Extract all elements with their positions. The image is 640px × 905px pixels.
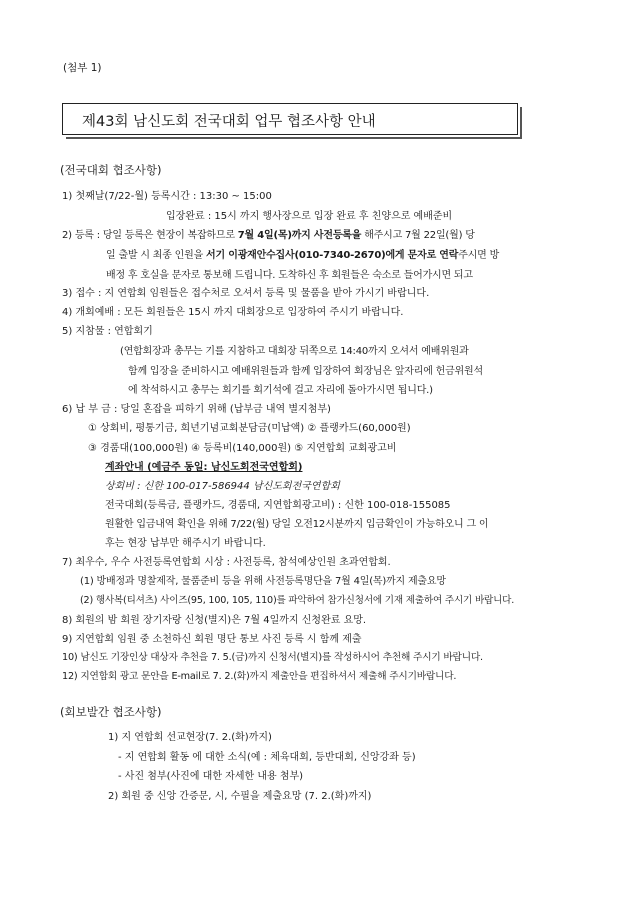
item-1-line-1: 1) 첫째날(7/22-월) 등록시간 : 13:30 ~ 15:00 [62, 191, 272, 202]
item-2-text-a: 2) 등록 : 당일 등록은 현장이 복잡하므로 [62, 230, 238, 241]
item-7-line-1: 7) 최우수, 우수 사전등록연합회 시상 : 사전등록, 참석예상인원 초과연합회. [62, 557, 391, 568]
newsletter-sub-1: - 지 연합회 활동 에 대한 소식(예 : 체육대회, 등반대회, 신앙강좌 등) [118, 752, 416, 763]
item-2-text-d: 일 출발 시 최종 인원을 [106, 250, 207, 261]
item-2-text-e: 서기 이광재안수집사(010-7340-2670)에게 문자로 연락 [206, 250, 459, 261]
item-6-line-2: ① 상회비, 평통기금, 희년기념교회분담금(미납액) ② 플랭카드(60,000원) [88, 423, 411, 434]
item-2-text-c: 해주시고 7월 22일(월) 당 [361, 230, 475, 241]
item-2-text-f: 주시면 방 [458, 250, 500, 261]
item-5-line-2: (연합회장과 총무는 기를 지참하고 대회장 뒤쪽으로 14:40까지 오셔서 예배위원과 [120, 346, 469, 357]
account-info-heading: 계좌안내 (예금주 동일: 남신도회전국연합회) [105, 462, 303, 473]
item-12: 12) 지연합회 광고 문안을 E-mail로 7. 2.(화)까지 제출안을 편집하셔서 제출해 주시기바랍니다. [62, 671, 457, 682]
item-2-line-1 [62, 226, 475, 241]
item-7-line-3: (2) 행사복(티셔츠) 사이즈(95, 100, 105, 110)를 파악하여 참가신청서에 기재 제출하여 주시기 바랍니다. [80, 595, 515, 606]
item-10: 10) 남신도 기장인상 대상자 추천을 7. 5.(금)까지 신청서(별지)를 작성하시어 추천해 주시기 바랍니다. [62, 652, 483, 663]
item-6-line-8: 후는 현장 납부만 해주시기 바랍니다. [105, 538, 266, 549]
item-3: 3) 접수 : 지 연합회 임원들은 접수처로 오셔서 등록 및 물품을 받아 가시기 바랍니다. [62, 288, 430, 299]
item-6-line-1: 6) 납 부 금 : 당일 혼잡을 피하기 위해 (납부금 내역 별지첨부) [62, 404, 331, 415]
item-5-line-1: 5) 지참물 : 연합회기 [62, 326, 153, 337]
item-6-line-3: ③ 경품대(100,000원) ④ 등록비(140,000원) ⑤ 지연합회 교회광고비 [88, 443, 397, 454]
attachment-label: (첨부 1) [63, 62, 102, 74]
item-4: 4) 개회예배 : 모든 회원들은 15시 까지 대회장으로 입장하여 주시기 바랍니다. [62, 307, 404, 318]
account-info-line-1: 상회비 : 신한 100-017-586944 남신도회전국연합회 [105, 481, 340, 492]
item-7-line-2: (1) 방배정과 명찰제작, 물품준비 등을 위해 사전등록명단을 7월 4일(목)까지 제출요망 [80, 576, 446, 587]
item-2-line-3: 배정 후 호실을 문자로 통보해 드립니다. 도착하신 후 회원들은 숙소로 들어가시면 되고 [106, 270, 473, 281]
item-9: 9) 지연합회 임원 중 소천하신 회원 명단 통보 사진 등록 시 함께 제출 [62, 634, 362, 645]
item-5-line-3: 함께 입장을 준비하시고 예배위원들과 함께 입장하여 회장님은 앞자리에 헌금위원석 [128, 366, 483, 377]
item-2-line-2 [106, 246, 499, 261]
newsletter-sub-2: - 사진 첨부(사진에 대한 자세한 내용 첨부) [118, 771, 304, 782]
section-heading-newsletter: (회보발간 협조사항) [60, 705, 162, 719]
newsletter-item-1: 1) 지 연합회 선교현장(7. 2.(화)까지) [108, 732, 272, 743]
item-2-text-b: 7월 4일(목)까지 사전등록을 [237, 230, 362, 241]
item-6-line-7: 원활한 입금내역 확인을 위해 7/22(월) 당일 오전12시분까지 입금확인이 가능하오니 그 이 [105, 519, 489, 530]
item-5-line-4: 에 착석하시고 총무는 회기를 회기석에 걸고 자리에 돌아가시면 됩니다.) [128, 385, 433, 396]
item-1-line-2: 입장완료 : 15시 까지 행사장으로 입장 완료 후 친양으로 예배준비 [166, 211, 453, 222]
account-info-line-2: 전국대회(등록금, 플랭카드, 경품대, 지연합회광고비) : 신한 100-018-155085 [105, 500, 451, 511]
item-8: 8) 회원의 밤 회원 장기자랑 신청(별지)은 7월 4일까지 신청완료 요망. [62, 615, 367, 626]
section-heading-conference: (전국대회 협조사항) [60, 163, 162, 177]
document-title: 제43회 남신도회 전국대회 업무 협조사항 안내 [82, 114, 376, 130]
newsletter-item-2: 2) 회원 중 신앙 간증문, 시, 수필을 제출요망 (7. 2.(화)까지) [108, 791, 372, 802]
